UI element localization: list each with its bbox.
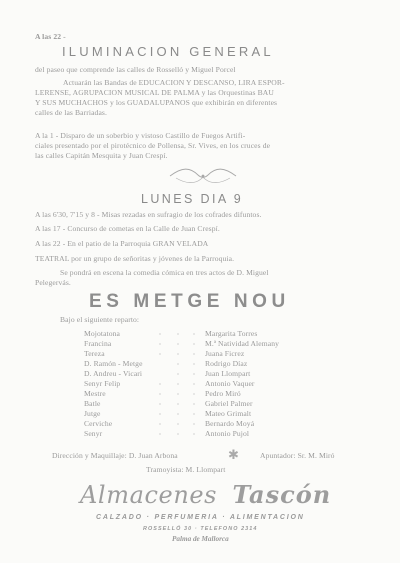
bands-line-2: LERENSE, AGRUPACION MUSICAL DE PALMA y las Orquestinas BAU <box>35 88 274 97</box>
direction-credit: Dirección y Maquillaje: D. Juan Arbona <box>52 451 178 460</box>
fireworks-line-3: las calles Capitán Mesquita y Juan Crespí. <box>35 151 168 160</box>
ad-brand-right: Tascón <box>232 480 332 509</box>
star-icon: ✱ <box>228 447 239 462</box>
title-iluminacion: ILUMINACION GENERAL <box>62 44 274 59</box>
cast-role: Senyr <box>84 429 103 438</box>
cast-role: Batle <box>84 399 101 408</box>
ad-brand <box>80 480 331 509</box>
cast-actor: Juana Ficrez <box>205 349 245 358</box>
lunes-note-1: Se pondrá en escena la comedia cómica en tres actos de D. Miguel <box>60 268 269 277</box>
lunes-note-2: Pelegervás. <box>35 278 71 287</box>
lunes-item-1: A las 6'30, 7'15 y 8 - Misas rezadas en sufragio de los cofrades difuntos. <box>35 210 262 219</box>
cast-role: Jutge <box>84 409 101 418</box>
cast-role: D. Andreu - Vicari <box>84 369 143 378</box>
cast-role: Tereza <box>84 349 105 358</box>
bands-line-3: Y SUS MUCHACHOS y los GUADALUPANOS que exhibirán en diferentes <box>35 98 278 107</box>
lunes-item-2: A las 17 - Concurso de cometas en la Calle de Juan Crespí. <box>35 224 220 233</box>
lunes-item-3: A las 22 - En el patio de la Parroquia GRAN VELADA <box>35 239 209 248</box>
cast-actor: Mateo Grimalt <box>205 409 252 418</box>
bands-line-1: Actuarán las Bandas de EDUCACION Y DESCANSO, LIRA ESPOR- <box>63 78 285 87</box>
time-label-22: A las 22 - <box>35 32 66 41</box>
play-title: ES METGE NOU <box>89 291 290 312</box>
cast-role: Mojotatona <box>84 329 121 338</box>
cast-actor: Antonio Vaquer <box>205 379 255 388</box>
cast-role: Mestre <box>84 389 106 398</box>
reparto-label: Bajo el siguiente reparto: <box>60 315 140 324</box>
iluminacion-line: del paseo que comprende las calles de Rosselló y Miguel Porcel <box>35 65 236 74</box>
cast-role: Francina <box>84 339 112 348</box>
fireworks-line-2: ciales presentado por el pirotécnico de Pollensa, Sr. Vives, en los cruces de <box>35 141 271 150</box>
tramoyista-credit: Tramoyista: M. Llompart <box>146 465 226 474</box>
cast-actor: Antonio Pujol <box>205 429 250 438</box>
bands-line-4: calles de las Barriadas. <box>35 108 107 117</box>
cast-actor: Juan Llompart <box>205 369 251 378</box>
cast-role: D. Ramón - Metge <box>84 359 143 368</box>
ornament-divider <box>168 165 238 187</box>
prompter-credit: Apuntador: Sr. M. Miró <box>260 451 335 460</box>
fireworks-line-1: A la 1 - Disparo de un soberbio y vistoso Castillo de Fuegos Artifi- <box>35 131 246 140</box>
cast-actor: Margarita Torres <box>205 329 258 338</box>
cast-actor: Rodrigo Díaz <box>205 359 248 368</box>
cast-actor: M.ª Natividad Alemany <box>205 339 280 348</box>
cast-actor: Bernardo Moyá <box>205 419 255 428</box>
title-lunes: LUNES DIA 9 <box>141 192 244 206</box>
cast-role: Cerviche <box>84 419 113 428</box>
cast-role: Senyr Felip <box>84 379 121 388</box>
lunes-item-4: TEATRAL por un grupo de señoritas y jóvenes de la Parroquia. <box>35 254 235 263</box>
cast-actor: Pedro Miró <box>205 389 241 398</box>
ad-tagline: CALZADO · PERFUMERIA · ALIMENTACION <box>96 514 305 521</box>
ad-city: Palma de Mallorca <box>172 535 229 543</box>
ad-brand-left: Almacenes <box>80 481 218 509</box>
cast-dot-leaders <box>150 331 200 441</box>
ad-address: ROSSELLÓ 30 · TELEFONO 2314 <box>143 526 258 532</box>
cast-actor: Gabriel Palmer <box>205 399 253 408</box>
